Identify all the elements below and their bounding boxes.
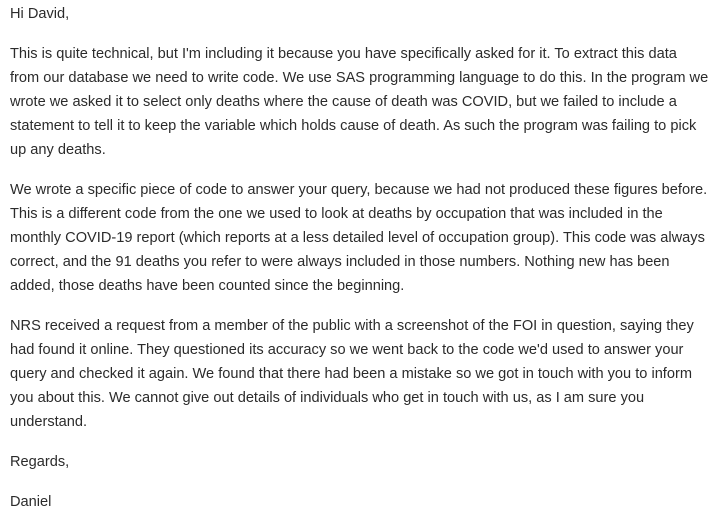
letter-paragraph-2: We wrote a specific piece of code to answer your query, because we had not produced these figures before. This is a different code from the one we used to look at deaths by occupation that was included in the monthly COVID-19 report (which reports at a less detailed level of occupation group). This code was always correct, and the 91 deaths you refer to were always included in those numbers. Nothing new has been added, those deaths have been counted since the beginning. <box>10 182 708 294</box>
letter-signature: Daniel <box>10 494 52 510</box>
letter-paragraph-3: NRS received a request from a member of the public with a screenshot of the FOI in question, saying they had found it online. They questioned its accuracy so we went back to the code we'd used to answer your query and checked it again. We found that there had been a mistake so we got in touch with you to inform you about this. We cannot give out details of individuals who get in touch with us, as I am sure you understand. <box>10 318 694 430</box>
letter-greeting: Hi David, <box>10 6 70 22</box>
letter-paragraph-1: This is quite technical, but I'm including it because you have specifically asked for it. To extract this data from our database we need to write code. We use SAS programming language to do this. In the program we wrote we asked it to select only deaths where the cause of death was COVID, but we failed to include a statement to tell it to keep the variable which holds cause of death. As such the program was failing to pick up any deaths. <box>10 46 709 158</box>
letter-sign-off: Regards, <box>10 454 70 470</box>
